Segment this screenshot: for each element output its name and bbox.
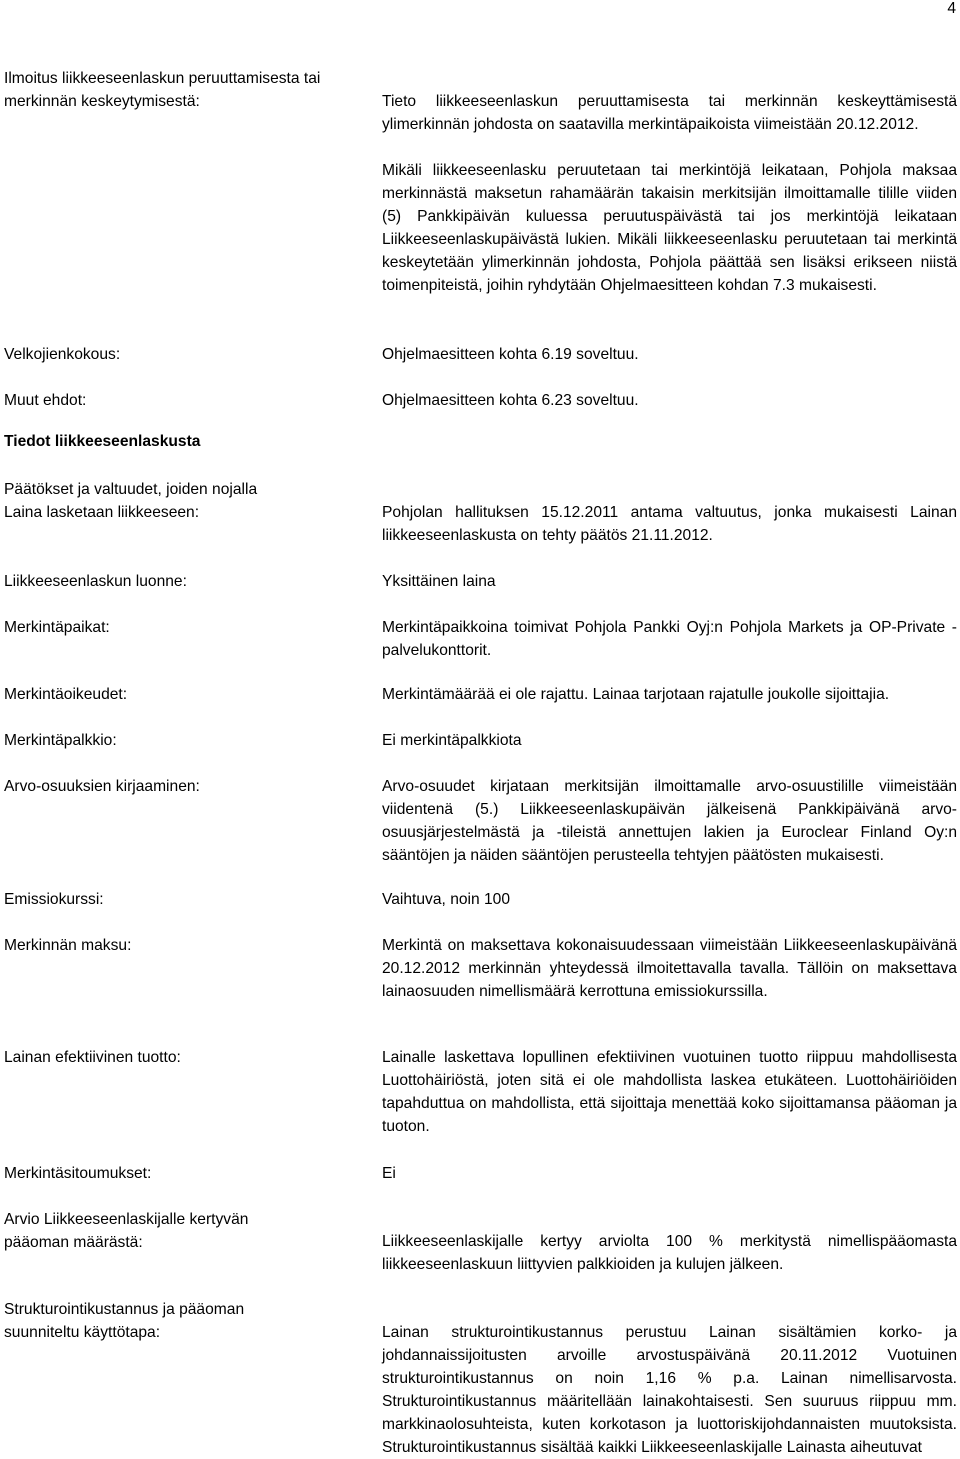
row-label: Merkinnän maksu: [4, 937, 132, 954]
row-label: Merkintäsitoumukset: [4, 1165, 152, 1182]
value-paragraph: Merkintämäärää ei ole rajattu. Lainaa tarjotaan rajatulle joukolle sijoittajia. [382, 686, 890, 703]
row-value [382, 389, 957, 412]
row-label: Muut ehdot: [4, 392, 87, 409]
row-label: Arvo-osuuksien kirjaaminen: [4, 778, 200, 795]
row-value [382, 683, 957, 706]
row-label: Emissiokurssi: [4, 891, 104, 908]
value-paragraph: Arvo-osuudet kirjataan merkitsijän ilmoittamalle arvo-osuustilille viimeistään viidentenä (5.) Liikkeeseenlaskupäivän jälkeisenä Pankkipäivänä arvo-osuusjärjestelmästä ja -tileistä annettujen lakien ja Euroclear Finland Oy:n sääntöjen ja näiden sääntöjen perusteella tehtyjen päätösten mukaisesti. [382, 778, 957, 864]
row-label: Merkintäpaikat: [4, 619, 110, 636]
row-value [382, 1321, 957, 1459]
row-label: Merkintäoikeudet: [4, 686, 128, 703]
row-label: Liikkeeseenlaskun luonne: [4, 573, 187, 590]
row-label: Strukturointikustannus ja pääoman suunniteltu käyttötapa: [4, 1301, 245, 1341]
row-value [382, 729, 957, 752]
row-value [382, 888, 957, 911]
row-value [382, 501, 957, 547]
row-label: Lainan efektiivinen tuotto: [4, 1049, 181, 1066]
row-value [382, 90, 957, 297]
value-paragraph: Tieto liikkeeseenlaskun peruuttamisesta tai merkinnän keskeyttämisestä ylimerkinnän johdosta on saatavilla merkintäpaikoista viimeistään 20.12.2012. [382, 93, 957, 133]
row-value [382, 343, 957, 366]
row-value [382, 775, 957, 867]
section-heading: Tiedot liikkeeseenlaskusta [4, 433, 201, 450]
row-value [382, 616, 957, 662]
row-value [382, 934, 957, 1003]
row-value [382, 570, 957, 593]
value-paragraph: Lainalle laskettava lopullinen efektiivinen vuotuinen tuotto riippuu mahdollisesta Luottohäiriöstä, joten sitä ei ole mahdollista laskea etukäteen. Luottohäiriöiden tapahduttua on mahdollista, että sijoittaja menettää koko sijoittamansa pääoman ja tuoton. [382, 1049, 957, 1135]
value-paragraph: Liikkeeseenlaskijalle kertyy arviolta 100 % merkitystä nimellispääomasta liikkeeseenlaskuun liittyvien palkkioiden ja kulujen jälkeen. [382, 1233, 957, 1273]
value-paragraph: Lainan strukturointikustannus perustuu Lainan sisältämien korko- ja johdannaissijoitusten arvoille arvostuspäivänä 20.11.2012 Vuotuinen strukturointikustannus on noin 1,16 % p.a. Lainan nimellisarvosta. Strukturointikustannus määritellään lainakohtaisesti. Sen suuruus riippuu mm. markkinaolosuhteista, kuten korkotason ja luottoriskijohdannaisten muutoksista. Strukturointikustannus sisältää kaikki Liikkeeseenlaskijalle Lainasta aiheutuvat [382, 1324, 957, 1456]
row-value [382, 1162, 957, 1185]
value-paragraph: Merkintä on maksettava kokonaisuudessaan viimeistään Liikkeeseenlaskupäivänä 20.12.2012 merkinnän yhteydessä ilmoitettavalla tavalla. Tällöin on maksettava lainaosuuden nimellismäärä kerrottuna emissiokurssilla. [382, 937, 957, 1000]
row-value [382, 1046, 957, 1138]
value-paragraph: Ohjelmaesitteen kohta 6.23 soveltuu. [382, 392, 639, 409]
value-paragraph: Ohjelmaesitteen kohta 6.19 soveltuu. [382, 346, 639, 363]
row-label: Ilmoitus liikkeeseenlaskun peruuttamisesta tai merkinnän keskeytymisestä: [4, 70, 321, 110]
row-label: Velkojienkokous: [4, 346, 121, 363]
value-paragraph: Mikäli liikkeeseenlasku peruutetaan tai merkintöjä leikataan, Pohjola maksaa merkinnästä maksetun rahamäärän takaisin merkitsijän ilmoittamalle tilille viiden (5) Pankkipäivän kuluessa peruutuspäivästä tai jos merkintöjä leikataan Liikkeeseenlaskupäivästä lukien. Mikäli liikkeeseenlasku peruutetaan tai merkintä keskeytetään ylimerkinnän johdosta, Pohjola päättää sen lisäksi erikseen niistä toimenpiteistä, joihin ryhdytään Ohjelmaesitteen kohdan 7.3 mukaisesti. [382, 162, 957, 294]
value-paragraph: Yksittäinen laina [382, 573, 496, 590]
row-value [382, 1230, 957, 1276]
page-number: 4 [947, 0, 956, 17]
value-paragraph: Merkintäpaikkoina toimivat Pohjola Pankki Oyj:n Pohjola Markets ja OP-Private -palvelukonttorit. [382, 619, 957, 659]
value-paragraph: Ei [382, 1165, 396, 1182]
row-label: Merkintäpalkkio: [4, 732, 117, 749]
value-paragraph: Ei merkintäpalkkiota [382, 732, 522, 749]
row-label: Arvio Liikkeeseenlaskijalle kertyvän pääoman määrästä: [4, 1211, 249, 1251]
row-label: Päätökset ja valtuudet, joiden nojalla Laina lasketaan liikkeeseen: [4, 481, 258, 521]
value-paragraph: Pohjolan hallituksen 15.12.2011 antama valtuutus, jonka mukaisesti Lainan liikkeeseenlaskusta on tehty päätös 21.11.2012. [382, 504, 957, 544]
value-paragraph: Vaihtuva, noin 100 [382, 891, 511, 908]
